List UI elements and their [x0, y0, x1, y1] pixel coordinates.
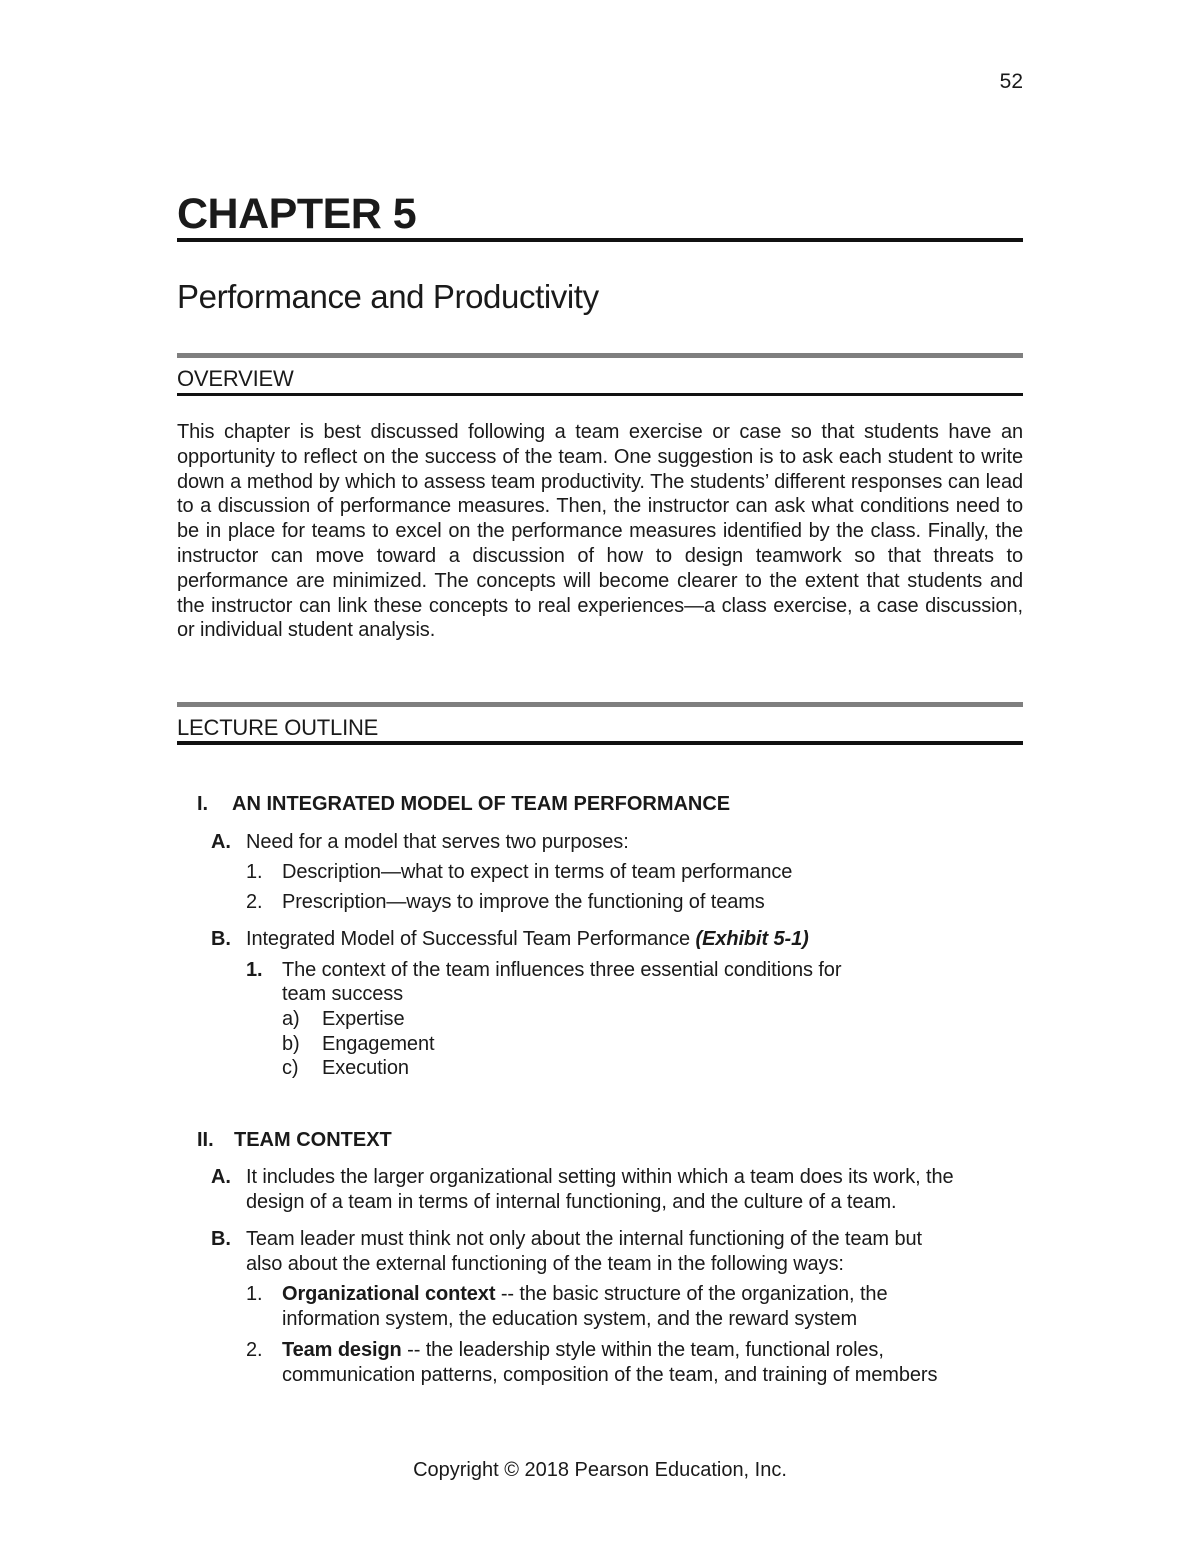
overview-bottom-rule	[177, 393, 1023, 396]
condition-c-marker: c)	[282, 1057, 299, 1079]
section-1-b-marker: B.	[211, 928, 231, 950]
page-number: 52	[999, 70, 1023, 93]
section-2-item2-line1	[282, 1338, 884, 1363]
section-1-title: AN INTEGRATED MODEL OF TEAM PERFORMANCE	[232, 793, 731, 815]
overview-heading: OVERVIEW	[177, 366, 294, 391]
section-1-b1-line2: team success	[282, 983, 404, 1005]
outline-top-rule	[177, 702, 1023, 707]
section-1-b-line	[246, 927, 809, 952]
organizational-context-desc: -- the basic structure of the organization, the	[495, 1283, 888, 1305]
section-1-b1-line1: The context of the team influences three essential conditions for	[282, 959, 842, 981]
section-2-item1-marker: 1.	[246, 1283, 263, 1305]
team-design-desc: -- the leadership style within the team, functional roles,	[401, 1339, 884, 1361]
condition-c-text: Execution	[322, 1057, 409, 1079]
section-2-item2-line2: communication patterns, composition of the team, and training of members	[282, 1364, 938, 1386]
outline-bottom-rule	[177, 741, 1023, 745]
section-2-a-line2: design of a team in terms of internal functioning, and the culture of a team.	[246, 1191, 897, 1213]
lecture-outline-heading: LECTURE OUTLINE	[177, 715, 379, 740]
section-2-item2-marker: 2.	[246, 1339, 263, 1361]
section-2-a-marker: A.	[211, 1166, 231, 1188]
condition-a-marker: a)	[282, 1008, 300, 1030]
section-2-numeral: II.	[197, 1129, 214, 1151]
section-2-b-line2: also about the external functioning of the team in the following ways:	[246, 1253, 844, 1275]
section-2-a-line1: It includes the larger organizational setting within which a team does its work, the	[246, 1166, 954, 1188]
overview-paragraph: This chapter is best discussed following a team exercise or case so that students have an opportunity to reflect on the success of the team. One suggestion is to ask each student to write down a method by which to assess team productivity. The students’ different responses can lead to a discussion of performance measures. Then, the instructor can ask what conditions need to be in place for teams to excel on the performance measures identified by the class. Finally, the instructor can move toward a discussion of how to design teamwork so that threats to performance are minimized. The concepts will become clearer to the extent that students and the instructor can link these concepts to real experiences—a class exercise, a case discussion, or individual student analysis.	[177, 421, 1023, 642]
chapter-subtitle: Performance and Productivity	[177, 278, 599, 315]
section-1-numeral: I.	[197, 793, 209, 815]
section-1-a1-marker: 1.	[246, 861, 263, 883]
section-1-a1-text: Description—what to expect in terms of team performance	[282, 861, 793, 883]
exhibit-reference: (Exhibit 5-1)	[695, 928, 809, 950]
condition-b-marker: b)	[282, 1033, 300, 1055]
section-2-b-marker: B.	[211, 1228, 231, 1250]
chapter-title: CHAPTER 5	[177, 190, 417, 238]
section-1-a2-marker: 2.	[246, 891, 263, 913]
section-1-b1-marker: 1.	[246, 959, 263, 981]
section-1-a2-text: Prescription—ways to improve the functioning of teams	[282, 891, 765, 913]
condition-b-text: Engagement	[322, 1033, 435, 1055]
overview-top-rule	[177, 353, 1023, 358]
section-2-b-line1: Team leader must think not only about the internal functioning of the team but	[246, 1228, 922, 1250]
section-2-item1-line1	[282, 1282, 887, 1307]
section-1-a-text: Need for a model that serves two purposes:	[246, 831, 629, 853]
copyright-footer: Copyright © 2018 Pearson Education, Inc.	[413, 1459, 787, 1481]
section-2-item1-line2: information system, the education system, and the reward system	[282, 1308, 858, 1330]
team-design-term: Team design	[282, 1339, 402, 1361]
chapter-title-rule	[177, 238, 1023, 242]
section-1-b-text: Integrated Model of Successful Team Performance	[246, 928, 696, 950]
section-2-title: TEAM CONTEXT	[234, 1129, 392, 1151]
section-1-a-marker: A.	[211, 831, 231, 853]
condition-a-text: Expertise	[322, 1008, 405, 1030]
organizational-context-term: Organizational context	[282, 1283, 496, 1305]
